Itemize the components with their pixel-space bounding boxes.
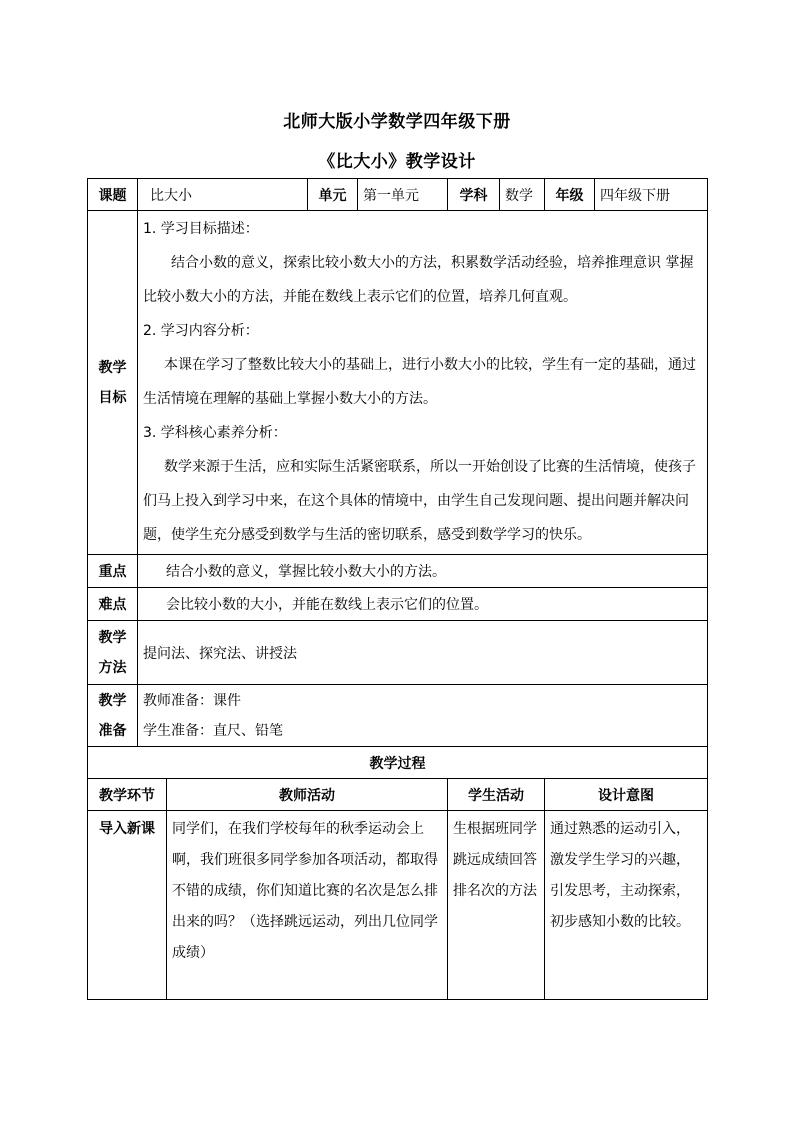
header-row [88,179,708,211]
prep-row [88,685,708,747]
process-title-row [88,747,708,779]
unit-label: 单元 [308,179,358,211]
key-point-label: 重点 [88,555,138,588]
goal-paragraph-1: 结合小数的意义，探索比较小数大小的方法，积累数学活动经验，培养推理意识 掌握比较小数大小的方法，并能在数线上表示它们的位置，培养几何直观。 [143,255,694,305]
stage-cell: 导入新课 [88,811,167,1000]
topic-label: 课题 [88,179,138,211]
grade-value: 四年级下册 [595,179,708,211]
process-title: 教学过程 [88,747,708,779]
grade-label: 年级 [545,179,595,211]
unit-value: 第一单元 [358,179,448,211]
goals-content [138,211,708,555]
design-intent-cell: 通过熟悉的运动引入，激发学生学习的兴趣，引发思考，主动探索，初步感知小数的比较。 [545,811,708,1000]
process-header-row [88,779,708,811]
column-header-student: 学生活动 [448,779,545,811]
goal-heading-1: 1. 学习目标描述： [143,221,259,237]
difficulty-label: 难点 [88,588,138,621]
subject-value: 数学 [500,179,545,211]
key-point-row [88,555,708,588]
topic-value: 比大小 [138,179,308,211]
document-subtitle: 《比大小》教学设计 [318,152,476,172]
goal-paragraph-3: 数学来源于生活，应和实际生活紧密联系，所以一开始创设了比赛的生活情境，使孩子们马上投入到学习中来，在这个具体的情境中，由学生自己发现问题、提出问题并解决问题，使学生充分感受到数学与生活的密切联系，感受到数学学习的快乐。 [143,459,696,543]
lesson-plan-table [87,178,708,1000]
column-header-teacher: 教师活动 [167,779,448,811]
goals-row [88,211,708,555]
prep-content [138,685,708,747]
goals-label: 教学 目标 [88,211,138,555]
goal-heading-3: 3. 学科核心素养分析： [143,425,287,441]
goal-paragraph-2: 本课在学习了整数比较大小的基础上，进行小数大小的比较，学生有一定的基础，通过生活情境在理解的基础上掌握小数大小的方法。 [143,357,696,407]
methods-value: 提问法、探究法、讲授法 [138,621,708,685]
goal-heading-2: 2. 学习内容分析： [143,323,259,339]
column-header-stage: 教学环节 [88,779,167,811]
key-point-value: 结合小数的意义，掌握比较小数大小的方法。 [138,555,708,588]
prep-label: 教学 准备 [88,685,138,747]
difficulty-row [88,588,708,621]
methods-row [88,621,708,685]
column-header-intent: 设计意图 [545,779,708,811]
teacher-prep: 教师准备：课件 [143,692,241,709]
student-activity-cell: 生根据班同学跳远成绩回答排名次的方法 [448,811,545,1000]
student-prep: 学生准备：直尺、铅笔 [143,722,283,739]
teacher-activity-cell: 同学们，在我们学校每年的秋季运动会上啊，我们班很多同学参加各项活动，都取得不错的成绩，你们知道比赛的名次是怎么排出来的吗？（选择跳远运动，列出几位同学成绩） [167,811,448,1000]
document-title: 北师大版小学数学四年级下册 [283,112,511,132]
difficulty-value: 会比较小数的大小，并能在数线上表示它们的位置。 [138,588,708,621]
subject-label: 学科 [448,179,500,211]
methods-label: 教学 方法 [88,621,138,685]
table-row [88,811,708,1000]
